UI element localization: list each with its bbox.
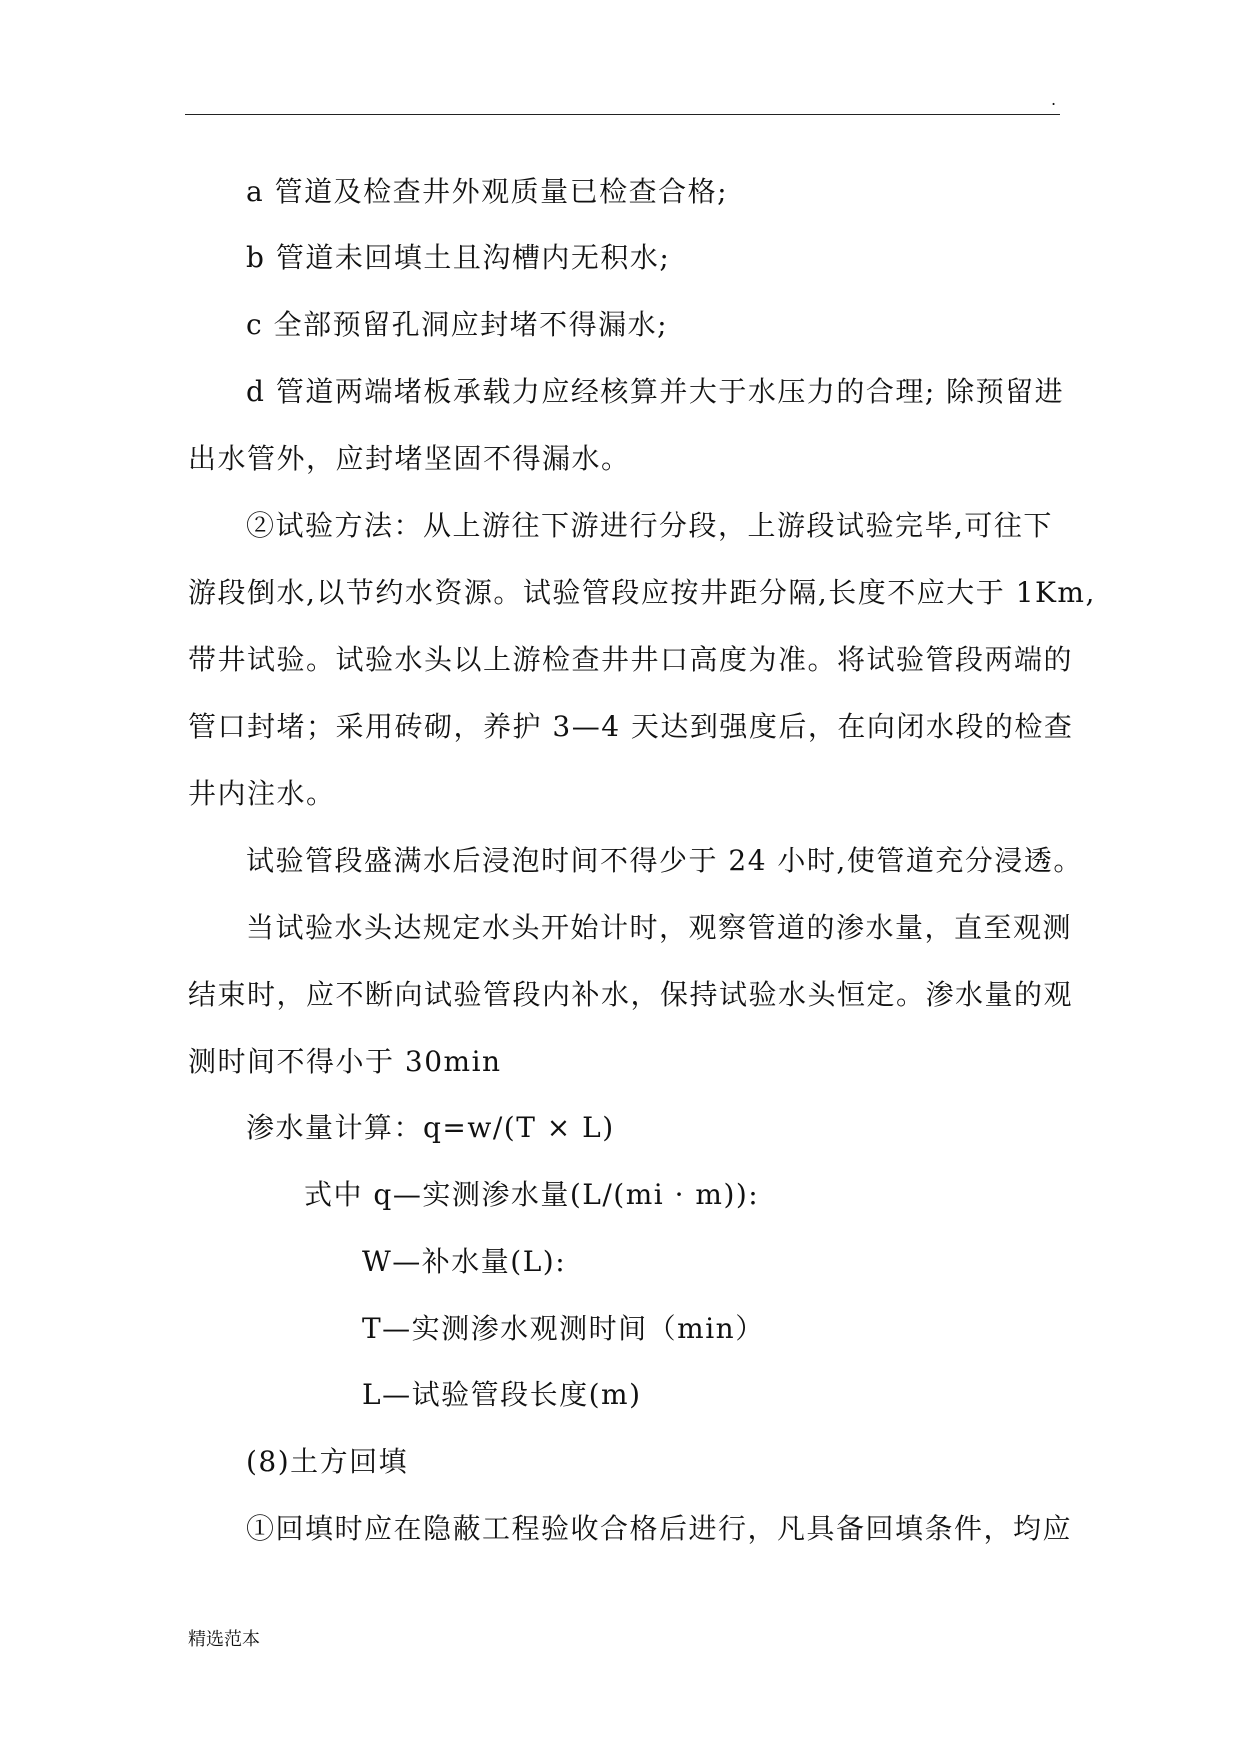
body-line: 结束时，应不断向试验管段内补水，保持试验水头恒定。渗水量的观 bbox=[188, 978, 1074, 1011]
body-line: 管口封堵；采用砖砌，养护 3—4 天达到强度后，在向闭水段的检查 bbox=[188, 710, 1074, 743]
body-line: 当试验水头达规定水头开始计时，观察管道的渗水量，直至观测 bbox=[246, 911, 1073, 944]
header-rule bbox=[185, 114, 1060, 115]
body-line: b 管道未回填土且沟槽内无积水; bbox=[246, 241, 671, 274]
body-line: ①回填时应在隐蔽工程验收合格后进行，凡具备回填条件，均应 bbox=[246, 1512, 1073, 1545]
body-line: 测时间不得小于 30min bbox=[188, 1045, 502, 1078]
header-mark: . bbox=[1051, 90, 1057, 109]
body-line: 试验管段盛满水后浸泡时间不得少于 24 小时,使管道充分浸透。 bbox=[246, 844, 1083, 877]
body-line: 游段倒水,以节约水资源。试验管段应按井距分隔,长度不应大于 1Km, bbox=[188, 576, 1096, 609]
body-line: c 全部预留孔洞应封堵不得漏水; bbox=[246, 308, 669, 341]
body-line: d 管道两端堵板承载力应经核算并大于水压力的合理; 除预留进 bbox=[246, 375, 1065, 408]
formula-note: T—实测渗水观测时间（min） bbox=[362, 1312, 765, 1345]
formula-line: 渗水量计算：q=w/(T × L) bbox=[246, 1111, 615, 1144]
section-heading: (8)土方回填 bbox=[246, 1445, 409, 1478]
formula-note: W—补水量(L): bbox=[362, 1245, 567, 1278]
footer-label: 精选范本 bbox=[188, 1629, 260, 1650]
body-line: 带井试验。试验水头以上游检查井井口高度为准。将试验管段两端的 bbox=[188, 643, 1074, 676]
body-line: ②试验方法：从上游往下游进行分段，上游段试验完毕,可往下 bbox=[246, 509, 1053, 542]
body-line: 井内注水。 bbox=[188, 777, 336, 810]
body-line: a 管道及检查井外观质量已检查合格; bbox=[246, 175, 729, 208]
body-line: 出水管外，应封堵坚固不得漏水。 bbox=[188, 442, 631, 475]
formula-note: L—试验管段长度(m) bbox=[362, 1378, 642, 1411]
formula-note: 式中 q—实测渗水量(L/(mi · m)): bbox=[304, 1178, 760, 1211]
